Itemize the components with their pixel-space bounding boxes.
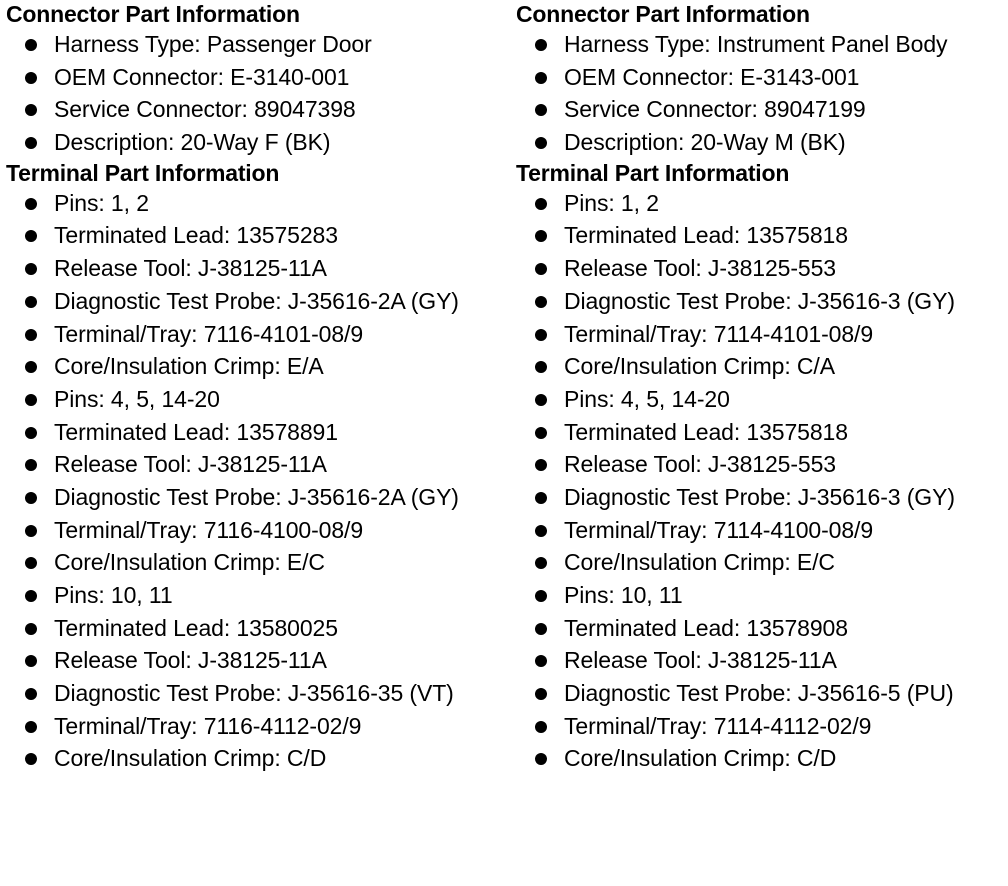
list-item xyxy=(516,318,1008,351)
bullet-icon xyxy=(535,590,547,602)
list-item xyxy=(6,318,506,351)
list-item xyxy=(516,383,1008,416)
bullet-icon xyxy=(25,721,37,733)
bullet-icon xyxy=(25,361,37,373)
item-text: Pins: 4, 5, 14-20 xyxy=(54,385,220,412)
item-text: Terminated Lead: 13578891 xyxy=(54,418,338,445)
item-text: Terminal/Tray: 7116-4100-08/9 xyxy=(54,516,364,543)
list-item xyxy=(6,742,506,775)
item-text: Terminal/Tray: 7114-4100-08/9 xyxy=(564,516,874,543)
bullet-icon xyxy=(25,39,37,51)
connector-info-list xyxy=(6,28,506,159)
item-text: Terminated Lead: 13575818 xyxy=(564,222,848,249)
bullet-icon xyxy=(25,263,37,275)
item-text: Terminated Lead: 13578908 xyxy=(564,614,848,641)
list-item xyxy=(516,448,1008,481)
item-text: Description: 20-Way F (BK) xyxy=(54,129,331,156)
item-text: Terminal/Tray: 7114-4101-08/9 xyxy=(564,320,874,347)
list-item xyxy=(6,710,506,743)
connector-heading: Connector Part Information xyxy=(516,1,810,27)
list-item xyxy=(6,612,506,645)
item-text: Diagnostic Test Probe: J-35616-3 (GY) xyxy=(564,287,955,314)
bullet-icon xyxy=(535,525,547,537)
bullet-icon xyxy=(535,296,547,308)
item-text: Pins: 10, 11 xyxy=(564,582,683,608)
item-text: OEM Connector: E-3140-001 xyxy=(54,63,350,90)
list-item xyxy=(6,252,506,285)
item-text: Diagnostic Test Probe: J-35616-5 (PU) xyxy=(564,680,954,707)
item-text: Description: 20-Way M (BK) xyxy=(564,129,846,156)
list-item xyxy=(516,350,1008,383)
terminal-group-list xyxy=(516,187,1008,383)
terminal-heading: Terminal Part Information xyxy=(6,159,280,186)
item-text: Service Connector: 89047398 xyxy=(54,96,356,123)
bullet-icon xyxy=(535,721,547,733)
bullet-icon xyxy=(535,557,547,569)
bullet-icon xyxy=(25,525,37,537)
item-text: Service Connector: 89047199 xyxy=(564,96,866,123)
item-text: Harness Type: Passenger Door xyxy=(54,31,372,57)
list-item xyxy=(6,126,506,159)
list-item xyxy=(516,546,1008,579)
bullet-icon xyxy=(535,329,547,341)
list-item xyxy=(6,416,506,449)
bullet-icon xyxy=(535,459,547,471)
bullet-icon xyxy=(535,655,547,667)
item-text: Core/Insulation Crimp: E/C xyxy=(54,549,325,576)
bullet-icon xyxy=(25,492,37,504)
bullet-icon xyxy=(535,137,547,149)
list-item xyxy=(6,28,506,61)
bullet-icon xyxy=(25,137,37,149)
bullet-icon xyxy=(535,104,547,116)
item-text: Diagnostic Test Probe: J-35616-3 (GY) xyxy=(564,483,955,510)
terminal-group-list xyxy=(516,579,1008,775)
list-item xyxy=(516,416,1008,449)
bullet-icon xyxy=(25,296,37,308)
bullet-icon xyxy=(25,394,37,406)
list-item xyxy=(6,383,506,416)
list-item xyxy=(516,61,1008,94)
bullet-icon xyxy=(535,753,547,765)
item-text: Release Tool: J-38125-11A xyxy=(54,451,327,478)
bullet-icon xyxy=(535,623,547,635)
bullet-icon xyxy=(25,590,37,602)
list-item xyxy=(6,350,506,383)
list-item xyxy=(516,28,1008,61)
terminal-group-list xyxy=(6,579,506,775)
list-item xyxy=(6,546,506,579)
item-text: Pins: 1, 2 xyxy=(54,189,149,216)
connector-info-list xyxy=(516,28,1008,159)
item-text: Pins: 1, 2 xyxy=(564,189,659,216)
list-item xyxy=(6,61,506,94)
item-text: Release Tool: J-38125-11A xyxy=(564,647,837,674)
list-item xyxy=(6,219,506,252)
list-item xyxy=(6,579,506,612)
bullet-icon xyxy=(25,623,37,635)
item-text: Release Tool: J-38125-11A xyxy=(54,255,327,282)
bullet-icon xyxy=(25,198,37,210)
item-text: OEM Connector: E-3143-001 xyxy=(564,63,860,90)
bullet-icon xyxy=(535,427,547,439)
bullet-icon xyxy=(535,39,547,51)
item-text: Terminated Lead: 13575818 xyxy=(564,418,848,445)
list-item xyxy=(516,93,1008,126)
item-text: Harness Type: Instrument Panel Body xyxy=(564,31,948,57)
list-item xyxy=(6,514,506,547)
bullet-icon xyxy=(25,72,37,84)
connector-heading: Connector Part Information xyxy=(6,1,300,27)
terminal-heading: Terminal Part Information xyxy=(516,159,790,186)
item-text: Terminal/Tray: 7116-4112-02/9 xyxy=(54,712,362,739)
bullet-icon xyxy=(535,688,547,700)
list-item xyxy=(516,481,1008,514)
item-text: Release Tool: J-38125-553 xyxy=(564,255,836,282)
list-item xyxy=(516,710,1008,743)
item-text: Diagnostic Test Probe: J-35616-2A (GY) xyxy=(54,287,459,314)
list-item xyxy=(6,644,506,677)
bullet-icon xyxy=(25,230,37,242)
list-item xyxy=(516,644,1008,677)
bullet-icon xyxy=(535,230,547,242)
list-item xyxy=(516,579,1008,612)
list-item xyxy=(6,187,506,220)
item-text: Terminated Lead: 13575283 xyxy=(54,222,338,249)
list-item xyxy=(6,285,506,318)
bullet-icon xyxy=(535,394,547,406)
bullet-icon xyxy=(25,329,37,341)
list-item xyxy=(516,285,1008,318)
list-item xyxy=(516,612,1008,645)
item-text: Core/Insulation Crimp: C/D xyxy=(54,745,327,772)
bullet-icon xyxy=(535,492,547,504)
bullet-icon xyxy=(535,361,547,373)
item-text: Pins: 4, 5, 14-20 xyxy=(564,385,730,412)
bullet-icon xyxy=(25,104,37,116)
list-item xyxy=(516,252,1008,285)
terminal-group-list xyxy=(516,383,1008,579)
item-text: Release Tool: J-38125-553 xyxy=(564,451,836,478)
right-column xyxy=(516,0,1008,775)
list-item xyxy=(6,93,506,126)
terminal-group-list xyxy=(6,383,506,579)
list-item xyxy=(516,219,1008,252)
bullet-icon xyxy=(25,688,37,700)
item-text: Core/Insulation Crimp: C/A xyxy=(564,353,835,380)
list-item xyxy=(6,677,506,710)
item-text: Pins: 10, 11 xyxy=(54,582,173,608)
list-item xyxy=(516,514,1008,547)
item-text: Core/Insulation Crimp: E/A xyxy=(54,353,324,380)
bullet-icon xyxy=(535,263,547,275)
bullet-icon xyxy=(25,557,37,569)
item-text: Terminated Lead: 13580025 xyxy=(54,614,338,641)
list-item xyxy=(516,677,1008,710)
bullet-icon xyxy=(25,459,37,471)
bullet-icon xyxy=(25,655,37,667)
item-text: Core/Insulation Crimp: C/D xyxy=(564,745,837,772)
terminal-group-list xyxy=(6,187,506,383)
item-text: Terminal/Tray: 7116-4101-08/9 xyxy=(54,320,364,347)
item-text: Core/Insulation Crimp: E/C xyxy=(564,549,835,576)
left-column xyxy=(6,0,506,775)
bullet-icon xyxy=(535,198,547,210)
list-item xyxy=(516,126,1008,159)
bullet-icon xyxy=(535,72,547,84)
list-item xyxy=(516,187,1008,220)
item-text: Terminal/Tray: 7114-4112-02/9 xyxy=(564,712,872,739)
item-text: Release Tool: J-38125-11A xyxy=(54,647,327,674)
bullet-icon xyxy=(25,427,37,439)
list-item xyxy=(6,481,506,514)
item-text: Diagnostic Test Probe: J-35616-2A (GY) xyxy=(54,483,459,510)
item-text: Diagnostic Test Probe: J-35616-35 (VT) xyxy=(54,680,454,707)
bullet-icon xyxy=(25,753,37,765)
list-item xyxy=(516,742,1008,775)
list-item xyxy=(6,448,506,481)
